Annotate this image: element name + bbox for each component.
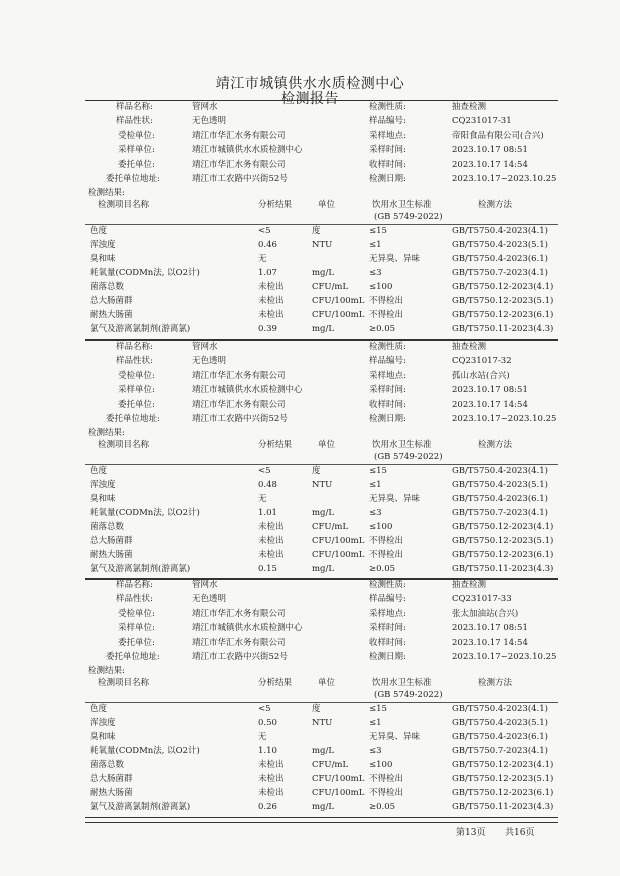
cell-unit: CFU/mL <box>312 282 349 293</box>
cell-item: 耗氧量(CODMn法, 以O2计) <box>90 746 200 757</box>
value-sampling-time: 2023.10.17 08:51 <box>452 385 528 396</box>
label-sample-no: 样品编号: <box>369 356 406 367</box>
col-header-unit: 单位 <box>318 678 336 689</box>
cell-standard: 不得检出 <box>369 296 404 307</box>
cell-item: 耗氧量(CODMn法, 以O2计) <box>90 268 200 279</box>
cell-method: GB/T5750.4-2023(6.1) <box>452 494 548 505</box>
cell-result: <5 <box>258 704 271 715</box>
cell-result: 未检出 <box>258 536 284 547</box>
cell-unit: mg/L <box>312 268 335 279</box>
cell-unit: mg/L <box>312 324 335 335</box>
value-commissioning-address: 靖江市工农路中兴街52号 <box>192 652 288 662</box>
cell-unit: CFU/mL <box>312 522 349 533</box>
cell-method: GB/T5750.12-2023(5.1) <box>452 296 554 307</box>
cell-method: GB/T5750.11-2023(4.3) <box>452 802 554 813</box>
label-receive-time: 收样时间: <box>369 399 406 410</box>
cell-unit: mg/L <box>312 564 335 575</box>
cell-result: 无 <box>258 254 267 265</box>
label-receive-time: 收样时间: <box>369 637 406 648</box>
cell-method: GB/T5750.4-2023(6.1) <box>452 254 548 265</box>
value-commissioning-unit: 靖江市华汇水务有限公司 <box>192 159 286 170</box>
col-header-result: 分析结果 <box>258 200 293 211</box>
cell-item: 菌落总数 <box>90 282 125 293</box>
value-sampling-location: 帝阳食品有限公司(合兴) <box>452 130 544 141</box>
cell-method: GB/T5750.12-2023(4.1) <box>452 522 554 533</box>
value-sampling-location: 张太加油站(合兴) <box>452 608 519 619</box>
label-sample-state: 样品性状: <box>116 116 153 127</box>
results-heading: 检测结果: <box>88 188 125 199</box>
value-sample-state: 无色透明 <box>192 594 227 605</box>
value-sampling-unit: 靖江市城镇供水水质检测中心 <box>192 385 303 396</box>
col-header-standard: 饮用水卫生标准 <box>372 678 432 689</box>
cell-item: 耐热大肠菌 <box>90 550 133 561</box>
label-test-date: 检测日期: <box>369 414 406 424</box>
cell-method: GB/T5750.12-2023(6.1) <box>452 788 554 799</box>
value-sample-name: 管网水 <box>192 102 218 112</box>
cell-standard: ≤1 <box>369 718 382 729</box>
label-sampling-unit: 采样单位: <box>118 623 155 634</box>
label-commissioning-unit: 委托单位: <box>118 399 155 410</box>
cell-item: 浑浊度 <box>90 240 116 251</box>
cell-method: GB/T5750.12-2023(6.1) <box>452 550 554 561</box>
cell-item: 总大肠菌群 <box>90 774 133 785</box>
value-test-nature: 抽查检测 <box>452 342 487 352</box>
cell-standard: ≥0.05 <box>369 564 396 575</box>
cell-result: 未检出 <box>258 788 284 799</box>
col-header-method: 检测方法 <box>478 678 513 689</box>
cell-item: 色度 <box>90 704 108 715</box>
value-client: 靖江市华汇水务有限公司 <box>192 608 286 619</box>
col-header-item: 检测项目名称 <box>98 200 150 211</box>
value-sampling-unit: 靖江市城镇供水水质检测中心 <box>192 145 303 156</box>
cell-item: 耗氧量(CODMn法, 以O2计) <box>90 508 200 519</box>
label-client: 受检单位: <box>118 130 155 141</box>
cell-standard: ≤3 <box>369 268 382 279</box>
col-header-result: 分析结果 <box>258 678 293 689</box>
value-sample-no: CQ231017-31 <box>452 116 512 127</box>
label-sampling-location: 采样地点: <box>369 370 406 381</box>
cell-standard: 不得检出 <box>369 550 404 561</box>
cell-item: 浑浊度 <box>90 718 116 729</box>
cell-result: <5 <box>258 226 271 237</box>
cell-standard: 无异臭、异味 <box>369 732 421 743</box>
cell-standard: ≤15 <box>369 466 387 477</box>
cell-standard: ≤15 <box>369 704 387 715</box>
cell-item: 耐热大肠菌 <box>90 310 133 321</box>
value-sampling-unit: 靖江市城镇供水水质检测中心 <box>192 623 303 634</box>
cell-method: GB/T5750.4-2023(6.1) <box>452 732 548 743</box>
label-commissioning-unit: 委托单位: <box>118 159 155 170</box>
cell-method: GB/T5750.11-2023(4.3) <box>452 324 554 335</box>
cell-method: GB/T5750.4-2023(4.1) <box>452 704 548 715</box>
value-commissioning-unit: 靖江市华汇水务有限公司 <box>192 637 286 648</box>
cell-method: GB/T5750.12-2023(5.1) <box>452 774 554 785</box>
label-sampling-time: 采样时间: <box>369 385 406 396</box>
cell-result: 0.50 <box>258 718 277 729</box>
col-header-unit: 单位 <box>318 440 336 451</box>
label-test-date: 检测日期: <box>369 174 406 184</box>
cell-item: 氯气及游离氯制剂(游离氯) <box>90 324 191 335</box>
cell-unit: mg/L <box>312 508 335 519</box>
value-sample-state: 无色透明 <box>192 356 227 367</box>
cell-result: <5 <box>258 466 271 477</box>
cell-result: 无 <box>258 732 267 743</box>
label-sampling-time: 采样时间: <box>369 145 406 156</box>
cell-standard: ≥0.05 <box>369 324 396 335</box>
cell-result: 0.39 <box>258 324 277 335</box>
cell-item: 氯气及游离氯制剂(游离氯) <box>90 564 191 575</box>
cell-unit: CFU/100mL <box>312 310 365 321</box>
cell-method: GB/T5750.4-2023(4.1) <box>452 226 548 237</box>
value-test-date: 2023.10.17~2023.10.25 <box>452 652 557 662</box>
page-total: 共16页 <box>505 828 535 838</box>
results-heading: 检测结果: <box>88 666 125 677</box>
cell-item: 臭和味 <box>90 732 116 743</box>
cell-unit: NTU <box>312 240 333 251</box>
cell-method: GB/T5750.4-2023(5.1) <box>452 718 548 729</box>
label-sample-name: 样品名称: <box>116 342 153 352</box>
value-test-date: 2023.10.17~2023.10.25 <box>452 174 557 184</box>
value-client: 靖江市华汇水务有限公司 <box>192 370 286 381</box>
label-test-date: 检测日期: <box>369 652 406 662</box>
col-header-standard: 饮用水卫生标准 <box>372 200 432 211</box>
label-sampling-time: 采样时间: <box>369 623 406 634</box>
col-header-standard-sub: (GB 5749-2022) <box>374 690 443 701</box>
label-sample-no: 样品编号: <box>369 594 406 605</box>
cell-item: 色度 <box>90 466 108 477</box>
results-heading: 检测结果: <box>88 428 125 439</box>
cell-standard: 无异臭、异味 <box>369 254 421 265</box>
value-sample-no: CQ231017-32 <box>452 356 512 367</box>
center-title: 靖江市城镇供水水质检测中心 <box>215 76 405 92</box>
cell-standard: ≤3 <box>369 508 382 519</box>
col-header-method: 检测方法 <box>478 440 513 451</box>
cell-result: 无 <box>258 494 267 505</box>
cell-item: 色度 <box>90 226 108 237</box>
cell-item: 浑浊度 <box>90 480 116 491</box>
value-test-nature: 抽查检测 <box>452 580 487 590</box>
cell-item: 耐热大肠菌 <box>90 788 133 799</box>
cell-item: 氯气及游离氯制剂(游离氯) <box>90 802 191 813</box>
footer-rule <box>85 822 558 823</box>
section-top-rule <box>85 100 558 101</box>
cell-unit: CFU/100mL <box>312 536 365 547</box>
col-header-result: 分析结果 <box>258 440 293 451</box>
label-test-nature: 检测性质: <box>369 102 406 112</box>
label-sample-name: 样品名称: <box>116 102 153 112</box>
value-sample-state: 无色透明 <box>192 116 227 127</box>
section-bottom-rule <box>85 579 558 580</box>
cell-standard: 不得检出 <box>369 788 404 799</box>
cell-unit: CFU/mL <box>312 760 349 771</box>
cell-result: 未检出 <box>258 282 284 293</box>
label-sampling-unit: 采样单位: <box>118 385 155 396</box>
cell-standard: ≤100 <box>369 282 393 293</box>
value-commissioning-address: 靖江市工农路中兴街52号 <box>192 174 288 184</box>
value-sample-name: 管网水 <box>192 342 218 352</box>
value-commissioning-unit: 靖江市华汇水务有限公司 <box>192 399 286 410</box>
cell-item: 菌落总数 <box>90 522 125 533</box>
cell-method: GB/T5750.4-2023(5.1) <box>452 240 548 251</box>
value-test-date: 2023.10.17~2023.10.25 <box>452 414 557 424</box>
cell-unit: 度 <box>312 704 321 715</box>
cell-unit: CFU/100mL <box>312 788 365 799</box>
cell-standard: ≤15 <box>369 226 387 237</box>
value-commissioning-address: 靖江市工农路中兴街52号 <box>192 414 288 424</box>
cell-method: GB/T5750.12-2023(4.1) <box>452 282 554 293</box>
cell-item: 总大肠菌群 <box>90 536 133 547</box>
cell-result: 1.01 <box>258 508 277 519</box>
cell-result: 未检出 <box>258 522 284 533</box>
cell-item: 臭和味 <box>90 254 116 265</box>
label-sample-state: 样品性状: <box>116 356 153 367</box>
col-header-standard-sub: (GB 5749-2022) <box>374 212 443 223</box>
cell-result: 未检出 <box>258 296 284 307</box>
label-sample-name: 样品名称: <box>116 580 153 590</box>
cell-standard: ≤1 <box>369 480 382 491</box>
cell-result: 1.07 <box>258 268 277 279</box>
col-header-unit: 单位 <box>318 200 336 211</box>
label-sampling-unit: 采样单位: <box>118 145 155 156</box>
label-test-nature: 检测性质: <box>369 342 406 352</box>
label-sampling-location: 采样地点: <box>369 130 406 141</box>
cell-standard: ≤100 <box>369 522 393 533</box>
col-header-method: 检测方法 <box>478 200 513 211</box>
value-receive-time: 2023.10.17 14:54 <box>452 399 528 410</box>
cell-method: GB/T5750.7-2023(4.1) <box>452 746 548 757</box>
cell-result: 未检出 <box>258 310 284 321</box>
cell-item: 总大肠菌群 <box>90 296 133 307</box>
cell-result: 0.46 <box>258 240 277 251</box>
cell-unit: NTU <box>312 718 333 729</box>
label-sampling-location: 采样地点: <box>369 608 406 619</box>
col-header-standard-sub: (GB 5749-2022) <box>374 452 443 463</box>
cell-standard: 不得检出 <box>369 310 404 321</box>
cell-unit: CFU/100mL <box>312 774 365 785</box>
section-top-rule <box>85 340 558 341</box>
report-title: 检测报告 <box>281 91 339 107</box>
value-sampling-location: 孤山水站(合兴) <box>452 370 510 381</box>
cell-unit: NTU <box>312 480 333 491</box>
value-sample-no: CQ231017-33 <box>452 594 512 605</box>
cell-unit: CFU/100mL <box>312 550 365 561</box>
cell-method: GB/T5750.7-2023(4.1) <box>452 268 548 279</box>
cell-unit: mg/L <box>312 802 335 813</box>
cell-method: GB/T5750.7-2023(4.1) <box>452 508 548 519</box>
label-commissioning-address: 委托单位地址: <box>106 174 160 184</box>
cell-item: 臭和味 <box>90 494 116 505</box>
cell-result: 未检出 <box>258 550 284 561</box>
cell-method: GB/T5750.4-2023(5.1) <box>452 480 548 491</box>
label-test-nature: 检测性质: <box>369 580 406 590</box>
label-receive-time: 收样时间: <box>369 159 406 170</box>
value-sample-name: 管网水 <box>192 580 218 590</box>
section-bottom-rule <box>85 817 558 818</box>
cell-standard: ≥0.05 <box>369 802 396 813</box>
page-number: 第13页 <box>456 828 486 838</box>
cell-standard: ≤100 <box>369 760 393 771</box>
value-sampling-time: 2023.10.17 08:51 <box>452 145 528 156</box>
cell-result: 未检出 <box>258 760 284 771</box>
value-receive-time: 2023.10.17 14:54 <box>452 159 528 170</box>
section-top-rule <box>85 578 558 579</box>
cell-method: GB/T5750.12-2023(6.1) <box>452 310 554 321</box>
col-header-item: 检测项目名称 <box>98 440 150 451</box>
cell-result: 0.26 <box>258 802 277 813</box>
cell-result: 1.10 <box>258 746 277 757</box>
cell-method: GB/T5750.12-2023(5.1) <box>452 536 554 547</box>
label-client: 受检单位: <box>118 370 155 381</box>
cell-item: 菌落总数 <box>90 760 125 771</box>
cell-unit: 度 <box>312 226 321 237</box>
cell-unit: 度 <box>312 466 321 477</box>
cell-result: 0.48 <box>258 480 277 491</box>
label-sample-state: 样品性状: <box>116 594 153 605</box>
value-client: 靖江市华汇水务有限公司 <box>192 130 286 141</box>
cell-unit: mg/L <box>312 746 335 757</box>
label-commissioning-address: 委托单位地址: <box>106 652 160 662</box>
label-commissioning-address: 委托单位地址: <box>106 414 160 424</box>
cell-method: GB/T5750.11-2023(4.3) <box>452 564 554 575</box>
cell-method: GB/T5750.4-2023(4.1) <box>452 466 548 477</box>
label-commissioning-unit: 委托单位: <box>118 637 155 648</box>
cell-standard: 不得检出 <box>369 536 404 547</box>
cell-unit: CFU/100mL <box>312 296 365 307</box>
cell-standard: ≤1 <box>369 240 382 251</box>
label-sample-no: 样品编号: <box>369 116 406 127</box>
cell-method: GB/T5750.12-2023(4.1) <box>452 760 554 771</box>
value-receive-time: 2023.10.17 14:54 <box>452 637 528 648</box>
col-header-standard: 饮用水卫生标准 <box>372 440 432 451</box>
cell-standard: ≤3 <box>369 746 382 757</box>
value-test-nature: 抽查检测 <box>452 102 487 112</box>
value-sampling-time: 2023.10.17 08:51 <box>452 623 528 634</box>
cell-result: 未检出 <box>258 774 284 785</box>
col-header-item: 检测项目名称 <box>98 678 150 689</box>
cell-standard: 不得检出 <box>369 774 404 785</box>
cell-standard: 无异臭、异味 <box>369 494 421 505</box>
label-client: 受检单位: <box>118 608 155 619</box>
cell-result: 0.15 <box>258 564 277 575</box>
